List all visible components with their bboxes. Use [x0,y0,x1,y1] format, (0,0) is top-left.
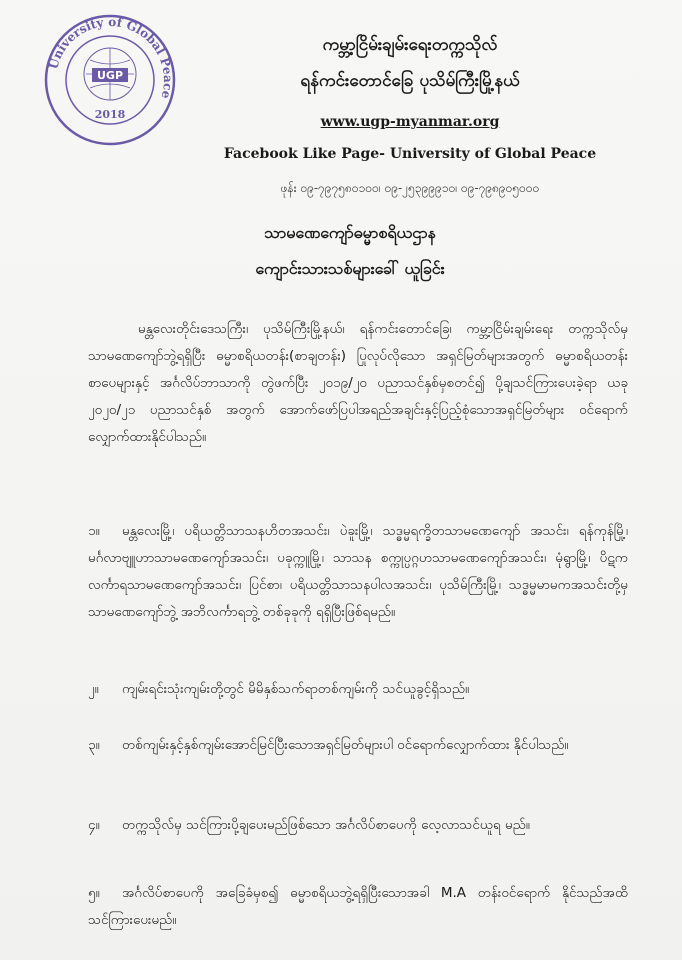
item-number: ၃။ [88,737,100,753]
item-text: အင်္ဂလိပ်စာပေကို အခြေခံမှစ၍ ဓမ္မာစရိယဘွဲ့ရရှိပြီးသောအခါ M.A တန်းဝင်ရောက် နိုင်သည်အထိ သင်ကြားပေးမည်။ [88,885,628,928]
seal-year: 2018 [94,108,126,121]
svg-text:University of Global Peace [46,15,175,101]
seal-ring-text: University of Global Peace [46,14,176,101]
university-name: ကမ္ဘာ့ငြိမ်းချမ်းရေးတက္ကသိုလ် [322,35,498,55]
item-number: ၁။ [88,523,100,539]
item-number: ၅။ [88,885,100,901]
list-item [88,676,628,703]
item-text: တက္ကသိုလ်မှ သင်ကြားပို့ချပေးမည်ဖြစ်သော အင်္ဂလိပ်စာပေကို လေ့လာသင်ယူရ မည်။ [122,817,530,833]
list-item [88,732,628,759]
facebook-page: Facebook Like Page- University of Global Peace [223,146,597,162]
list-item [88,812,628,839]
item-number: ၄။ [88,817,100,833]
department-title: သာမဏေကျော်ဓမ္မာစရိယဌာန [264,223,436,242]
university-address: ရန်ကင်းတောင်ခြေ ပုသိမ်ကြီးမြို့နယ် [300,71,520,91]
announcement-title: ကျောင်းသားသစ်များခေါ် ယူခြင်း [255,259,445,278]
list-item [88,518,628,626]
seal-center-text: UGP [96,69,124,82]
item-text: တစ်ကျမ်းနှင့်နှစ်ကျမ်းအောင်မြင်ပြီးသောအရှင်မြတ်များပါ ဝင်ရောက်လျှောက်ထား နိုင်ပါသည်။ [122,737,569,753]
university-seal-logo [40,10,180,150]
item-text: ကျမ်းရင်းသုံးကျမ်းတို့တွင် မိမိနှစ်သက်ရာတစ်ကျမ်းကို သင်ယူခွင့်ရှိသည်။ [122,681,470,697]
intro-paragraph: မန္တလေးတိုင်းဒေသကြီး၊ ပုသိမ်ကြီးမြို့နယ်၊ ရန်ကင်းတောင်ခြေ၊ ကမ္ဘာ့ငြိမ်းချမ်းရေး တက္ကသိုလ်မှ သာမဏေကျော်ဘွဲ့ရရှိပြီး ဓမ္မာစရိယတန်း(စာချတန်း) ပြုလုပ်လိုသော အရှင်မြတ်များအတွက် ဓမ္မာစရိယတန်းစာပေများနှင့် အင်္ဂလိပ်ဘာသာကို တွဲဖက်ပြီး ၂၀၁၉/၂၀ ပညာသင်နှစ်မှစတင်၍ ပို့ချသင်ကြားပေးခဲ့ရာ ယခု ၂၀၂၀/၂၁ ပညာသင်နှစ် အတွက် အောက်ဖော်ပြပါအရည်အချင်းနှင့်ပြည့်စုံသောအရှင်မြတ်များ ဝင်ရောက် လျှောက်ထားနိုင်ပါသည်။ [88,321,628,445]
item-number: ၂။ [88,681,99,697]
phone-numbers: ဖုန်း ၀၉-၇၉၇၅၈၀၁၀၀၊ ၀၉-၂၅၃၉၉၉၁၀၊ ၀၉-၇၉၈၉၀၅၀၀၀ [280,181,540,195]
list-item [88,880,628,934]
website-link[interactable]: www.ugp-myanmar.org [320,114,500,130]
item-text: မန္တလေးမြို့၊ ပရိယတ္တိသာသနဟိတအသင်း၊ ပဲခူးမြို့၊ သဒ္ဓမ္မရက္ခိတသာမဏေကျော် အသင်း၊ ရန်ကုန်မြို့၊ မင်္ဂလာဗျူဟာသာမဏေကျော်အသင်း၊ ပခုက္ကူမြို့၊ သာသန စက္ကုပ္ပဂ္ဂဟသာမဏေကျော်အသင်း၊ မုံရွာမြို့၊ ပိဋကလင်္ကာရသာမဏေကျော်အသင်း၊ ပြင်စာ၊ ပရိယတ္တိသာသနပါလအသင်း၊ ပုသိမ်ကြီးမြို့၊ သဒ္ဓမ္မမာမကအသင်းတို့မှ သာမဏေကျော်ဘွဲ့ အဘိလင်္ကာရဘွဲ့ တစ်ခုခုကို ရရှိပြီးဖြစ်ရမည်။ [88,523,628,620]
